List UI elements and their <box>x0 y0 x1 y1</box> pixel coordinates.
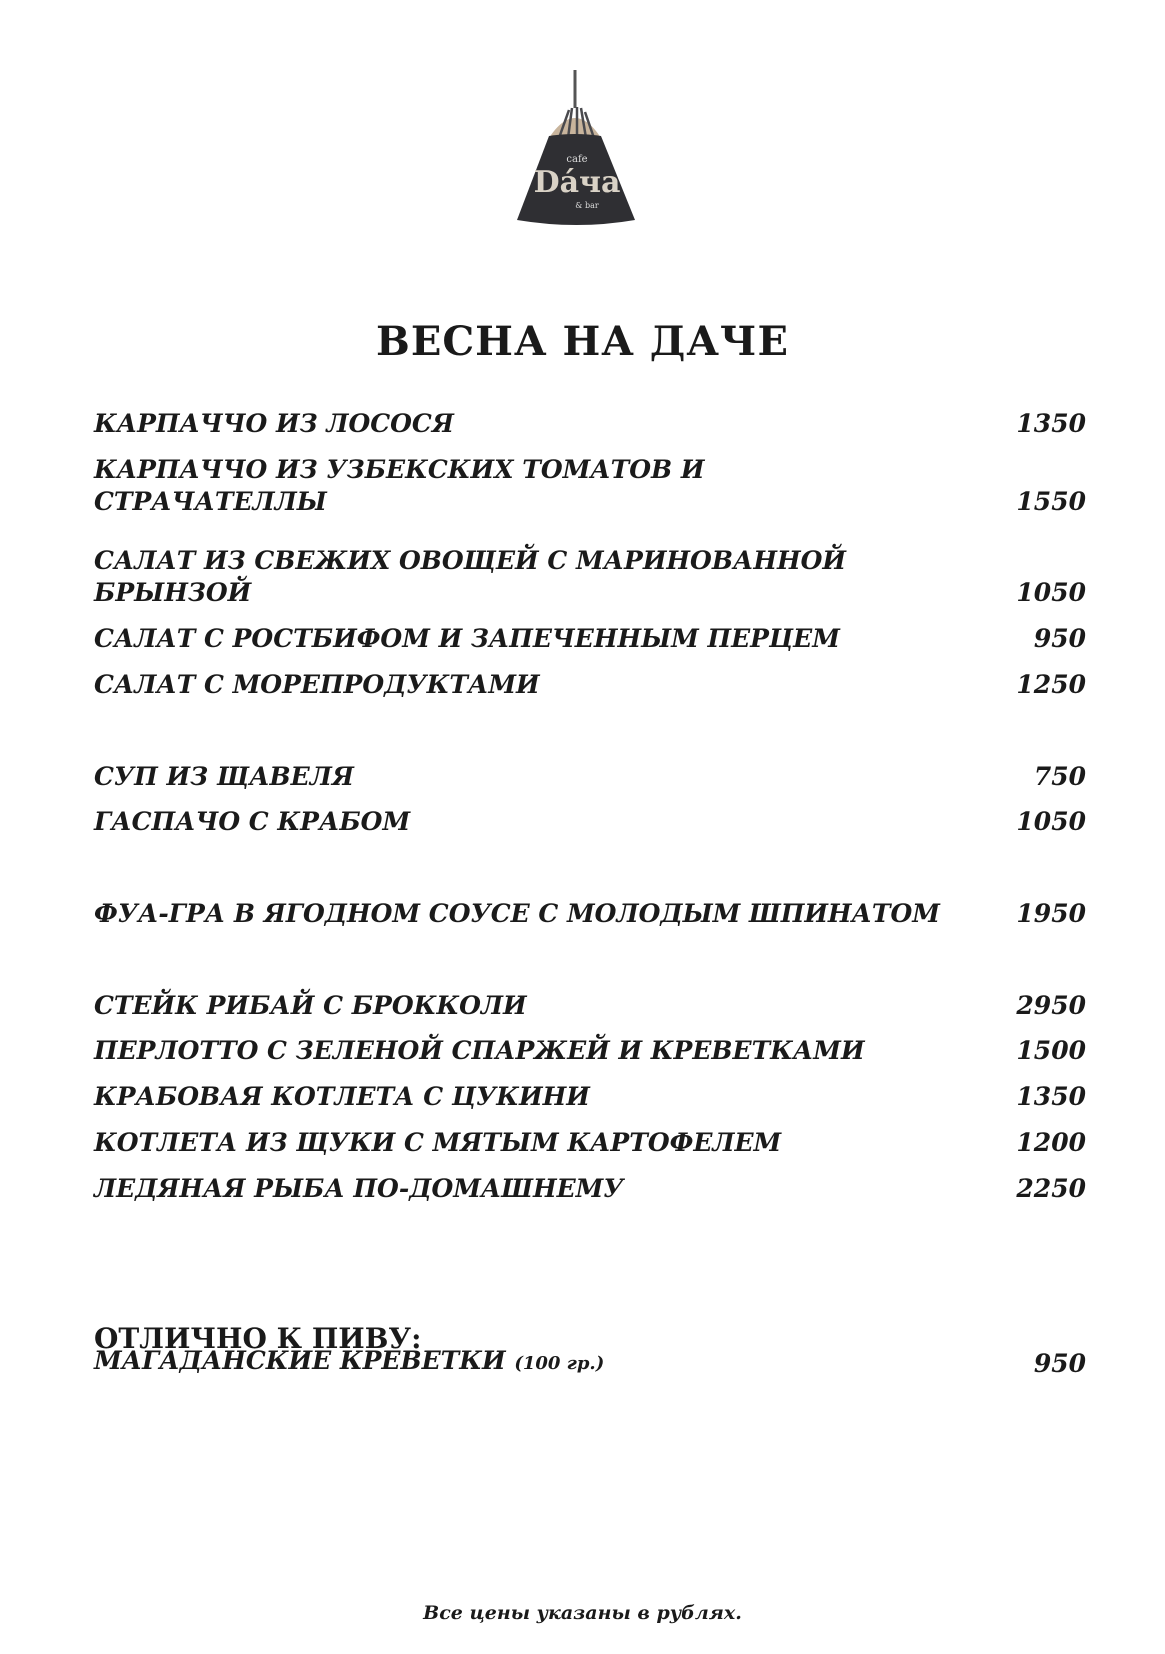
menu-item <box>94 1173 1086 1205</box>
menu-item <box>94 408 1086 440</box>
menu-item-price: 1050 <box>1016 807 1086 836</box>
section-title-beer: ОТЛИЧНО К ПИВУ: <box>94 1322 422 1355</box>
menu-item <box>94 454 1086 518</box>
menu-item-name: САЛАТ С МОРЕПРОДУКТАМИ <box>94 670 540 699</box>
menu-item <box>94 806 1086 838</box>
menu-item-price: 750 <box>1033 762 1086 791</box>
menu-item-name: САЛАТ ИЗ СВЕЖИХ ОВОЩЕЙ С МАРИНОВАННОЙ БРЫНЗОЙ <box>94 546 846 607</box>
prices-footnote: Все цены указаны в рублях. <box>423 1602 742 1624</box>
menu-item-price: 950 <box>1033 624 1086 653</box>
menu-item <box>94 990 1086 1022</box>
menu-item-name: ПЕРЛОТТО С ЗЕЛЕНОЙ СПАРЖЕЙ И КРЕВЕТКАМИ <box>94 1036 865 1065</box>
menu-item-price: 1200 <box>1016 1128 1086 1157</box>
menu-item-name: КАРПАЧЧО ИЗ ЛОСОСЯ <box>94 409 454 438</box>
menu-item-price: 1350 <box>1016 409 1086 438</box>
menu-item <box>94 1081 1086 1113</box>
menu-item-name: КРАБОВАЯ КОТЛЕТА С ЦУКИНИ <box>94 1082 590 1111</box>
menu-item-name: ЛЕДЯНАЯ РЫБА ПО-ДОМАШНЕМУ <box>94 1174 624 1203</box>
logo-main-text: Dáча <box>533 165 621 200</box>
menu-item-name: СУП ИЗ ЩАВЕЛЯ <box>94 762 354 791</box>
menu-item-name-text: МАГАДАНСКИЕ КРЕВЕТКИ <box>94 1346 506 1375</box>
menu-item-price: 1350 <box>1016 1082 1086 1111</box>
menu-item-price: 1500 <box>1016 1036 1086 1065</box>
menu-item-price: 950 <box>1033 1349 1086 1378</box>
menu-item <box>94 898 1086 930</box>
menu-item-name: КОТЛЕТА ИЗ ЩУКИ С МЯТЫМ КАРТОФЕЛЕМ <box>94 1128 782 1157</box>
menu-item <box>94 1127 1086 1159</box>
menu-item <box>94 545 1086 609</box>
cafe-logo-lamp-icon <box>515 70 651 240</box>
menu-item-name <box>94 1345 944 1380</box>
menu-item <box>94 623 1086 655</box>
menu-title: ВЕСНА НА ДАЧЕ <box>376 318 789 365</box>
menu-item <box>94 1035 1086 1067</box>
menu-item-price: 1950 <box>1016 899 1086 928</box>
logo-bar-text: & bar <box>575 201 599 210</box>
menu-item-name: ГАСПАЧО С КРАБОМ <box>94 807 411 836</box>
menu-item-price: 1550 <box>1016 487 1086 516</box>
menu-item <box>94 1345 1086 1380</box>
menu-item-price: 2950 <box>1016 991 1086 1020</box>
logo-cafe-text: cafe <box>566 154 588 165</box>
menu-item-portion: (100 гр.) <box>514 1353 605 1374</box>
menu-item-name: САЛАТ С РОСТБИФОМ И ЗАПЕЧЕННЫМ ПЕРЦЕМ <box>94 624 840 653</box>
menu-item <box>94 669 1086 701</box>
menu-item-name: ФУА-ГРА В ЯГОДНОМ СОУСЕ С МОЛОДЫМ ШПИНАТОМ <box>94 899 940 928</box>
menu-item-price: 1050 <box>1016 578 1086 607</box>
menu-item-name: КАРПАЧЧО ИЗ УЗБЕКСКИХ ТОМАТОВ И СТРАЧАТЕЛЛЫ <box>94 455 705 516</box>
menu-item-price: 2250 <box>1016 1174 1086 1203</box>
menu-item <box>94 761 1086 793</box>
menu-item-name: СТЕЙК РИБАЙ С БРОККОЛИ <box>94 991 527 1020</box>
menu-item-price: 1250 <box>1016 670 1086 699</box>
